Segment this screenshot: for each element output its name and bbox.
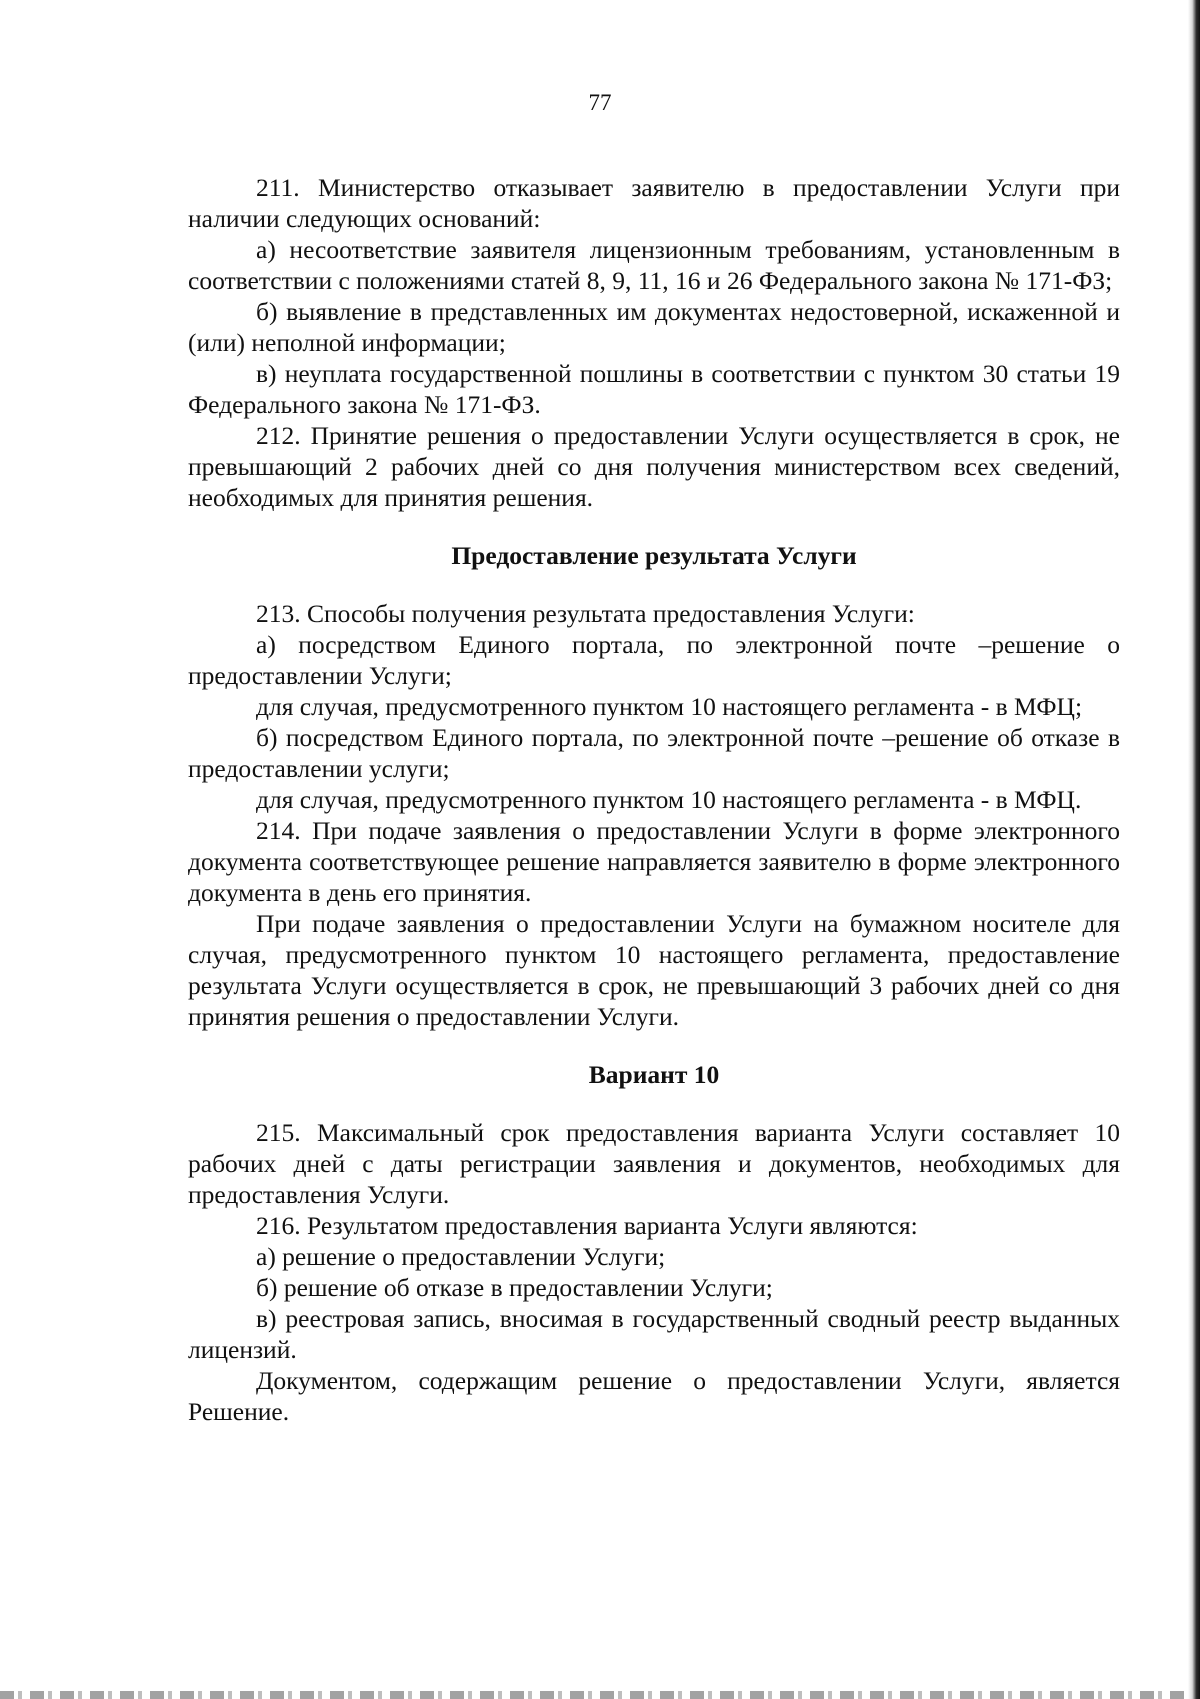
paragraph-213-a-mfc: для случая, предусмотренного пунктом 10 настоящего регламента - в МФЦ; (256, 692, 1083, 721)
scan-edge-bottom (0, 1691, 1188, 1699)
scan-edge-right (1188, 0, 1200, 1699)
page-number: 77 (588, 90, 612, 115)
paragraph-211-v: в) неуплата государственной пошлины в соответствии с пунктом 30 статьи 19 Федерального закона № 171-ФЗ. (188, 359, 1120, 419)
section-heading-variant: Вариант 10 (588, 1060, 720, 1089)
paragraph-216-b: б) решение об отказе в предоставлении Услуги; (256, 1273, 773, 1302)
paragraph-215: 215. Максимальный срок предоставления варианта Услуги составляет 10 рабочих дней с даты регистрации заявления и документов, необходимых для предоставления Услуги. (188, 1118, 1120, 1209)
paragraph-decision-document: Документом, содержащим решение о предоставлении Услуги, является Решение. (188, 1366, 1120, 1426)
paragraph-216-v: в) реестровая запись, вносимая в государственный сводный реестр выданных лицензий. (188, 1304, 1120, 1364)
paragraph-211-a: а) несоответствие заявителя лицензионным требованиям, установленным в соответствии с положениями статей 8, 9, 11, 16 и 26 Федерального закона № 171-ФЗ; (188, 235, 1120, 295)
paragraph-213: 213. Способы получения результата предоставления Услуги: (256, 599, 915, 628)
paragraph-213-a: а) посредством Единого портала, по электронной почте –решение о предоставлении Услуги; (188, 630, 1120, 690)
section-heading-result: Предоставление результата Услуги (451, 541, 857, 570)
paragraph-213-b-mfc: для случая, предусмотренного пунктом 10 настоящего регламента - в МФЦ. (256, 785, 1082, 814)
document-body (188, 172, 1120, 1427)
paragraph-216-a: а) решение о предоставлении Услуги; (256, 1242, 666, 1271)
paragraph-212: 212. Принятие решения о предоставлении Услуги осуществляется в срок, не превышающий 2 рабочих дней со дня получения министерством всех сведений, необходимых для принятия решения. (188, 421, 1120, 512)
paragraph-213-b: б) посредством Единого портала, по электронной почте –решение об отказе в предоставлении услуги; (188, 723, 1120, 783)
paragraph-214: 214. При подаче заявления о предоставлении Услуги в форме электронного документа соответствующее решение направляется заявителю в форме электронного документа в день его принятия. (188, 816, 1120, 907)
paragraph-214-paper: При подаче заявления о предоставлении Услуги на бумажном носителе для случая, предусмотренного пунктом 10 настоящего регламента, предоставление результата Услуги осуществляется в срок, не превышающий 3 рабочих дней со дня принятия решения о предоставлении Услуги. (188, 909, 1120, 1031)
paragraph-211-b: б) выявление в представленных им документах недостоверной, искаженной и (или) неполной информации; (188, 297, 1120, 357)
paragraph-211: 211. Министерство отказывает заявителю в предоставлении Услуги при наличии следующих оснований: (188, 173, 1120, 233)
paragraph-216: 216. Результатом предоставления варианта Услуги являются: (256, 1211, 918, 1240)
